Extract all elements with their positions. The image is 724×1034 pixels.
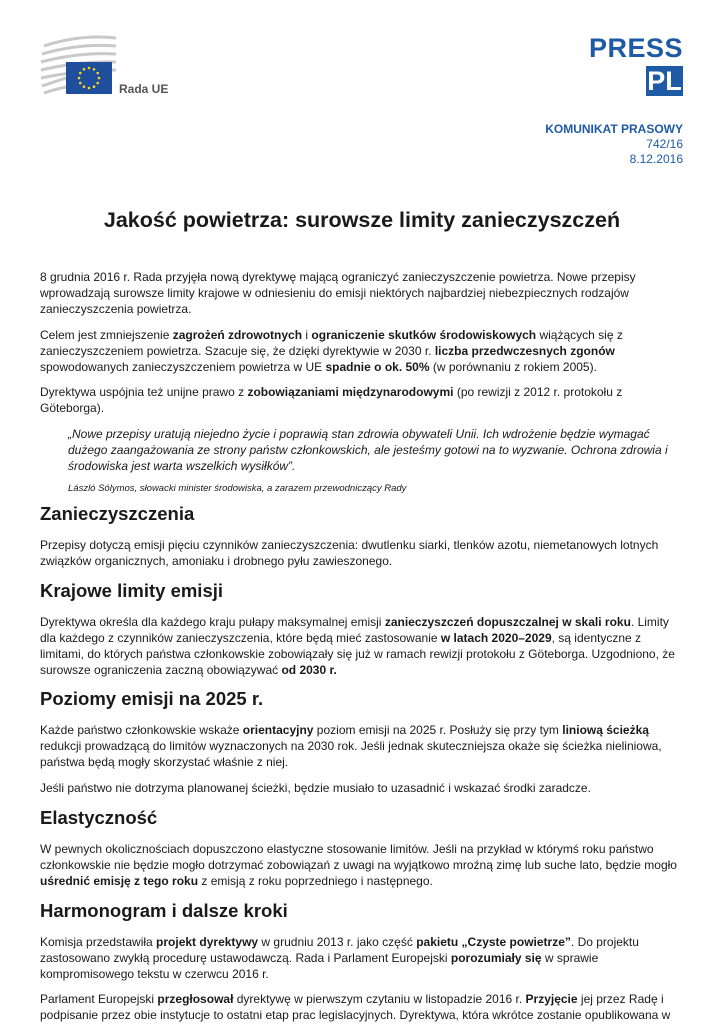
flexibility-paragraph: W pewnych okolicznościach dopuszczono elastyczne stosowanie limitów. Jeśli na przykład w którymś roku państwo członkowskie nie będzie mogło dotrzymać zobowiązań z uwagi na wyjątkowo mroźną zimę lub suche lato, będzie mogło uśrednić emisję z tego roku z emisją z roku poprzedniego i następnego. — [40, 842, 677, 888]
release-number: 742/16 — [646, 137, 683, 151]
international-paragraph: Dyrektywa uspójnia też unijne prawo z zobowiązaniami międzynarodowymi (po rewizji z 2012 r. protokołu z Göteborga). — [40, 385, 623, 416]
levels-paragraph-2: Jeśli państwo nie dotrzyma planowanej ścieżki, będzie musiało to uzasadnić i wskazać środki zaradcze. — [40, 781, 591, 796]
national-limits-paragraph: Dyrektywa określa dla każdego kraju pułapy maksymalnej emisji zanieczyszczeń dopuszczalnej w skali roku. Limity dla każdego z czynników zanieczyszczenia, które będą mieć zastosowanie w latach 2020–2029, są identyczne z limitami, do których państwa członkowskie zobowiązały się już w ramach rewizji protokołu z Göteborga. Uzgodniono, że surowsze ograniczenia zaczną obowiązywać od 2030 r. — [40, 614, 675, 677]
eu-flag-icon — [66, 62, 112, 94]
release-label: KOMUNIKAT PRASOWY — [545, 122, 683, 136]
pollutants-paragraph: Przepisy dotyczą emisji pięciu czynników zanieczyszczenia: dwutlenku siarki, tlenków azotu, niemetanowych lotnych związków organicznych, amoniaku i drobnego pyłu zawieszonego. — [40, 537, 659, 568]
section-heading-national-limits: Krajowe limity emisji — [40, 579, 224, 601]
section-heading-2025-levels: Poziomy emisji na 2025 r. — [40, 688, 264, 710]
timeline-paragraph: Komisja przedstawiła projekt dyrektywy w grudniu 2013 r. jako część pakietu „Czyste powietrze”. Do projektu zastosowano zwykłą procedurę ustawodawczą. Rada i Parlament Europejski porozumiały się w sprawie kompromisowego tekstu w czerwcu 2016 r. — [40, 934, 639, 981]
page-title: Jakość powietrza: surowsze limity zanieczyszczeń — [103, 208, 621, 232]
language-box: PL — [647, 66, 682, 96]
quote-author: László Sólymos, słowacki minister środowiska, a zarazem przewodniczący Rady — [68, 482, 407, 494]
organization-name: Rada UE — [119, 82, 169, 96]
section-heading-flexibility: Elastyczność — [40, 807, 158, 829]
section-heading-timeline: Harmonogram i dalsze kroki — [40, 899, 288, 921]
release-date: 8.12.2016 — [629, 152, 683, 166]
intro-paragraph: 8 grudnia 2016 r. Rada przyjęła nową dyrektywę mającą ograniczyć zanieczyszczenie powietrza. Nowe przepisy wprowadzają surowsze limity krajowe w odniesieniu do emisji niektórych najbardziej niebezpiecznych rodzajów zanieczyszczenia powietrza. — [40, 270, 636, 316]
section-heading-pollutants: Zanieczyszczenia — [40, 502, 195, 524]
goals-paragraph: Celem jest zmniejszenie zagrożeń zdrowotnych i ograniczenie skutków środowiskowych wiążących się z zanieczyszczeniem powietrza. Szacuje się, że dzięki dyrektywie w 2030 r. liczba przedwczesnych zgonów spowodowanych zanieczyszczeniem powietrza w UE spadnie o ok. 50% (w porównaniu z rokiem 2005). — [40, 327, 623, 374]
timeline-paragraph-2: Parlament Europejski przegłosował dyrektywę w pierwszym czytaniu w listopadzie 2016 r. Przyjęcie jej przez Radę i podpisanie przez obie instytucje to ostatni etap prac legislacyjnych. Dyrektywa, która wkrótce zostanie opublikowana w — [40, 992, 671, 1023]
minister-quote — [68, 427, 678, 495]
press-logo — [583, 33, 683, 96]
article-body — [40, 270, 685, 1034]
release-info — [545, 122, 683, 167]
quote-text: „Nowe przepisy uratują niejedno życie i poprawią stan zdrowia obywateli Unii. Ich wdrożenie będzie wymagać dużego zaangażowania ze strony państw członkowskich, ale jesteśmy gotowi na to wyzwanie. Ochrona zdrowia i środowiska jest warta wszelkich wysiłków”. — [68, 427, 668, 474]
levels-paragraph: Każde państwo członkowskie wskaże orientacyjny poziom emisji na 2025 r. Posłuży się przy tym liniową ścieżką redukcji prowadzącą do limitów wyznaczonych na 2030 rok. Jeśli jednak skuteczniejsza okaże się ścieżka nieliniowa, państwa będą mogły skorzystać właśnie z niej. — [40, 723, 662, 770]
press-word: PRESS — [588, 33, 683, 63]
